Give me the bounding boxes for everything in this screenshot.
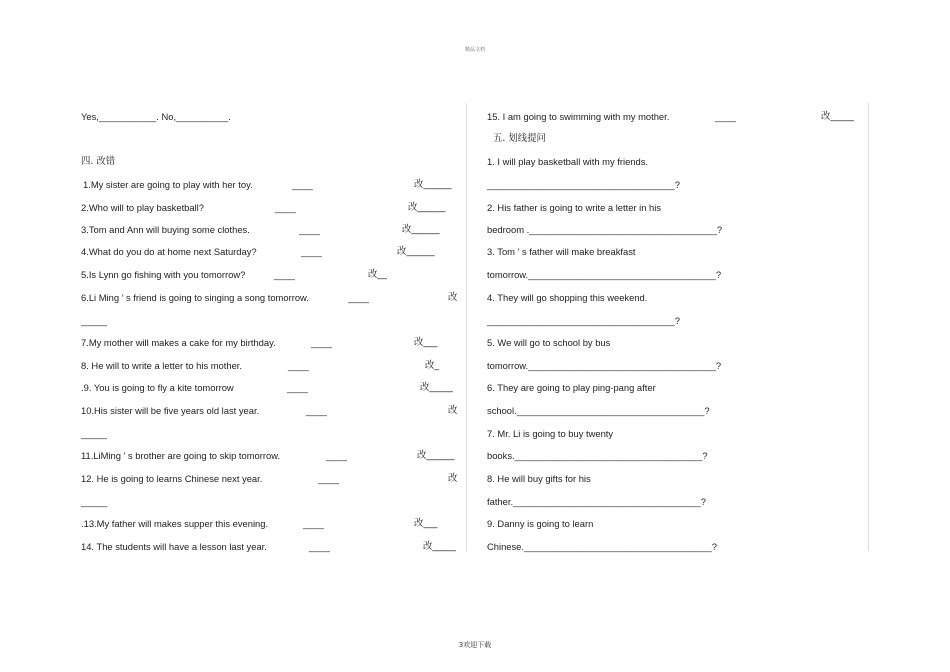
correction-item-6-fix: 改 (448, 292, 458, 303)
correction-item-6-continuation: _____ (81, 315, 108, 326)
correction-item-15-fix: 改_____ (821, 111, 854, 122)
correction-item-8: 8. He will to write a letter to his mother. (81, 360, 242, 371)
question-1-answer-line: ____________________________________? (487, 179, 680, 190)
correction-item-9: .9. You is going to fly a kite tomorrow (81, 382, 234, 393)
page-number: 3 (458, 641, 464, 649)
footer-label: 欢迎下载 (463, 641, 492, 649)
column-divider-right (868, 103, 869, 551)
question-9-answer-line: Chinese.____________________________________? (487, 541, 717, 552)
question-2-prompt: 2. His father is going to write a letter in his (487, 202, 662, 213)
correction-item-10-blank: ____ (306, 405, 327, 416)
correction-item-10-continuation: _____ (81, 428, 108, 439)
correction-item-15-blank: ____ (715, 111, 736, 122)
correction-item-1-blank: ____ (292, 179, 313, 190)
question-1-prompt: 1. I will play basketball with my friends. (487, 156, 649, 167)
correction-item-9-fix: 改_____ (420, 382, 453, 393)
yes-no-answer-line: Yes,___________. No,__________. (81, 111, 231, 122)
question-3-prompt: 3. Tom ’ s father will make breakfast (487, 246, 636, 257)
correction-item-12-continuation: _____ (81, 496, 108, 507)
correction-item-14-blank: ____ (309, 541, 330, 552)
correction-item-10: 10.His sister will be five years old last year. (81, 405, 260, 416)
question-7-prompt: 7. Mr. Li is going to buy twenty (487, 428, 614, 439)
correction-item-11: 11.LiMing ’ s brother are going to skip tomorrow. (81, 450, 281, 461)
question-8-prompt: 8. He will buy gifts for his (487, 473, 591, 484)
correction-item-2-blank: ____ (275, 202, 296, 213)
correction-item-4-fix: 改______ (397, 246, 435, 257)
correction-item-3-fix: 改______ (402, 224, 440, 235)
correction-item-2-fix: 改______ (408, 202, 446, 213)
correction-item-8-blank: ____ (288, 360, 309, 371)
correction-item-7-blank: ____ (311, 337, 332, 348)
question-9-prompt: 9. Danny is going to learn (487, 518, 594, 529)
correction-item-15: 15. I am going to swimming with my mother. (487, 111, 670, 122)
correction-item-5: 5.Is Lynn go fishing with you tomorrow? (81, 269, 246, 280)
correction-item-5-fix: 改__ (368, 269, 387, 280)
question-4-answer-line: ____________________________________? (487, 315, 680, 326)
correction-item-10-fix: 改 (448, 405, 458, 416)
correction-item-3-blank: ____ (299, 224, 320, 235)
question-7-answer-line: books.____________________________________? (487, 450, 708, 461)
question-6-prompt: 6. They are going to play ping-pang after (487, 382, 656, 393)
correction-item-6: 6.Li Ming ’ s friend is going to singing a song tomorrow. (81, 292, 309, 303)
question-8-answer-line: father.____________________________________? (487, 496, 706, 507)
correction-item-6-blank: ____ (348, 292, 369, 303)
page-header-label: 精品文档 (464, 47, 485, 53)
correction-item-4-blank: ____ (301, 246, 322, 257)
page-footer (0, 640, 950, 650)
correction-item-13-blank: ____ (303, 518, 324, 529)
correction-item-11-fix: 改______ (417, 450, 455, 461)
correction-item-13: .13.My father will makes supper this evening. (81, 518, 269, 529)
question-5-prompt: 5. We will go to school by bus (487, 337, 611, 348)
section-four-title: 四. 改错 (81, 156, 116, 167)
column-divider-left (466, 103, 467, 551)
correction-item-1: 1.My sister are going to play with her toy. (83, 179, 253, 190)
correction-item-5-blank: ____ (274, 269, 295, 280)
correction-item-7-fix: 改___ (414, 337, 438, 348)
question-3-answer-line: tomorrow.____________________________________? (487, 269, 722, 280)
correction-item-1-fix: 改______ (414, 179, 452, 190)
question-5-answer-line: tomorrow.____________________________________? (487, 360, 722, 371)
correction-item-3: 3.Tom and Ann will buying some clothes. (81, 224, 250, 235)
correction-item-14-fix: 改_____ (423, 541, 456, 552)
correction-item-7: 7.My mother will makes a cake for my birthday. (81, 337, 276, 348)
correction-item-4: 4.What do you do at home next Saturday? (81, 246, 257, 257)
correction-item-14: 14. The students will have a lesson last year. (81, 541, 267, 552)
correction-item-11-blank: ____ (326, 450, 347, 461)
correction-item-12-blank: ____ (318, 473, 339, 484)
question-4-prompt: 4. They will go shopping this weekend. (487, 292, 648, 303)
correction-item-12-fix: 改 (448, 473, 458, 484)
correction-item-13-fix: 改___ (414, 518, 438, 529)
section-five-title: 五. 划线提问 (493, 133, 546, 144)
correction-item-12: 12. He is going to learns Chinese next year. (81, 473, 263, 484)
correction-item-8-fix: 改_ (425, 360, 440, 371)
question-6-answer-line: school.____________________________________? (487, 405, 710, 416)
correction-item-2: 2.Who will to play basketball? (81, 202, 204, 213)
correction-item-9-blank: ____ (287, 382, 308, 393)
question-2-answer-line: bedroom .____________________________________? (487, 224, 723, 235)
